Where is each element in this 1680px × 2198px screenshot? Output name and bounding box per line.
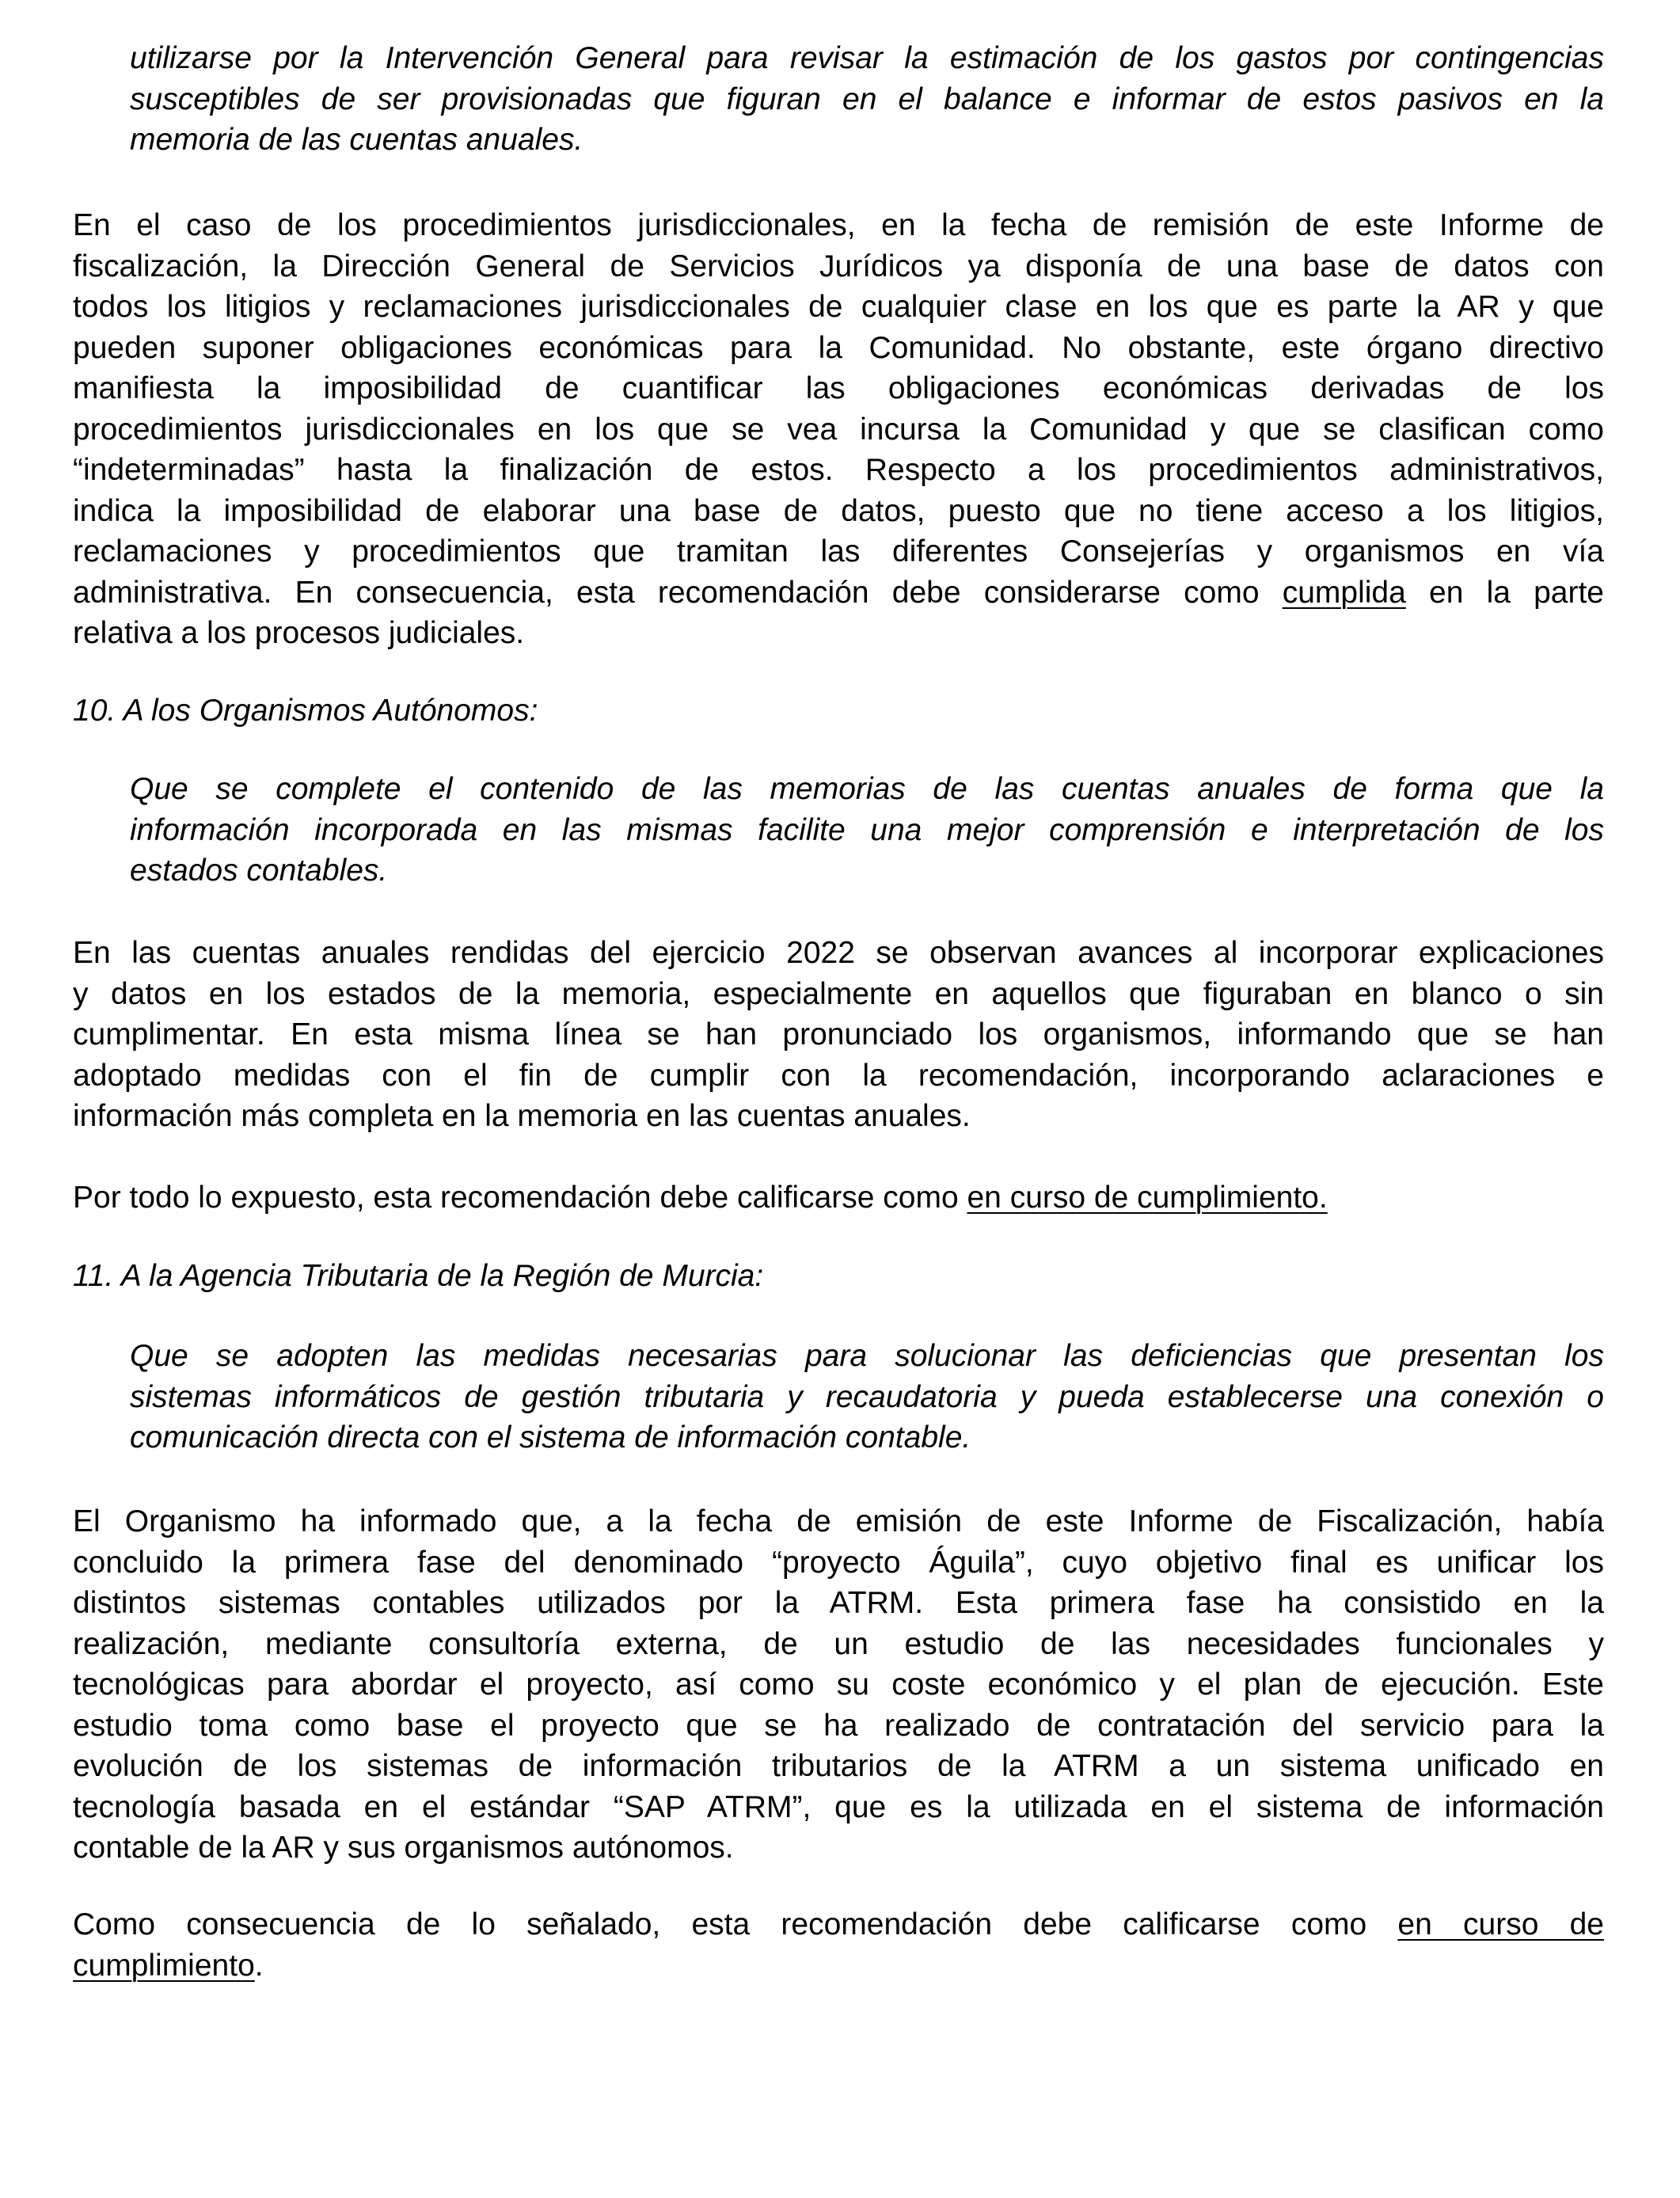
status-en-curso: cumplimiento (73, 1948, 255, 1983)
text-line: adoptado medidas con el fin de cumplir con la recomendación, incorporando aclaraciones e (73, 1058, 1604, 1093)
text-line: “indeterminadas” hasta la finalización de estos. Respecto a los procedimientos administrativos, (73, 453, 1604, 487)
heading-text: 11. A la Agencia Tributaria de la Región de Murcia: (73, 1259, 764, 1293)
text-line: reclamaciones y procedimientos que tramitan las diferentes Consejerías y organismos en vía (73, 534, 1604, 569)
text-line: cumplimentar. En esta misma línea se han pronunciado los organismos, informando que se han (73, 1017, 1604, 1051)
text-line: información más completa en la memoria en las cuentas anuales. (73, 1099, 971, 1133)
text: . (254, 1948, 264, 1983)
text: Por todo lo expuesto, esta recomendación debe calificarse como (73, 1181, 967, 1215)
text-line: y datos en los estados de la memoria, especialmente en aquellos que figuraban en blanco o sin (73, 976, 1604, 1011)
text-line: fiscalización, la Dirección General de Servicios Jurídicos ya disponía de una base de datos con (73, 249, 1604, 283)
text-line: tecnología basada en el estándar “SAP ATRM”, que es la utilizada en el sistema de información (73, 1789, 1604, 1824)
text-line (73, 1904, 1604, 1945)
heading-text: 10. A los Organismos Autónomos: (73, 694, 538, 728)
paragraph-atrm (73, 1501, 1604, 1869)
text-line: distintos sistemas contables utilizados por la ATRM. Esta primera fase ha consistido en la (73, 1586, 1604, 1620)
status-en-curso: en curso de cumplimiento. (967, 1181, 1328, 1215)
status-en-curso: en curso de (1397, 1907, 1604, 1941)
paragraph-conclusion-10 (73, 1177, 1604, 1219)
text-line: El Organismo ha informado que, a la fecha de emisión de este Informe de Fiscalización, había (73, 1504, 1604, 1538)
text-line: manifiesta la imposibilidad de cuantificar las obligaciones económicas derivadas de los (73, 371, 1604, 405)
recommendation-quote-10 (130, 769, 1604, 892)
heading-10 (73, 690, 1604, 732)
text-line: comunicación directa con el sistema de información contable. (130, 1420, 971, 1455)
text-line: indica la imposibilidad de elaborar una base de datos, puesto que no tiene acceso a los litigios, (73, 493, 1604, 528)
text: Como consecuencia de lo señalado, esta recomendación debe calificarse como (73, 1907, 1398, 1941)
paragraph-conclusion-11 (73, 1904, 1604, 1986)
text-line: En el caso de los procedimientos jurisdiccionales, en la fecha de remisión de este Informe de (73, 208, 1604, 242)
text: en la parte (1405, 575, 1604, 610)
text-line: contable de la AR y sus organismos autónomos. (73, 1831, 734, 1865)
text-line: tecnológicas para abordar el proyecto, así como su coste económico y el plan de ejecución. Este (73, 1668, 1604, 1702)
recommendation-quote-9 (130, 38, 1604, 161)
text-line: procedimientos jurisdiccionales en los que se vea incursa la Comunidad y que se clasifican como (73, 412, 1604, 447)
text-line: En las cuentas anuales rendidas del ejercicio 2022 se observan avances al incorporar explicaciones (73, 936, 1604, 970)
recommendation-quote-11 (130, 1336, 1604, 1458)
text-line: susceptibles de ser provisionadas que figuran en el balance e informar de estos pasivos en la (130, 82, 1604, 116)
text-line (73, 572, 1604, 614)
text-line: pueden suponer obligaciones económicas para la Comunidad. No obstante, este órgano directivo (73, 330, 1604, 365)
text-line: estados contables. (130, 854, 388, 888)
paragraph-organismos (73, 933, 1604, 1137)
text-line (73, 1177, 1604, 1219)
text-line: realización, mediante consultoría externa, de un estudio de las necesidades funcionales y (73, 1626, 1604, 1661)
text-line: relativa a los procesos judiciales. (73, 616, 525, 650)
status-cumplida: cumplida (1282, 575, 1406, 610)
text-line: Que se adopten las medidas necesarias para solucionar las deficiencias que presentan los (130, 1339, 1604, 1373)
heading-11 (73, 1256, 1604, 1297)
text-line: memoria de las cuentas anuales. (130, 123, 583, 157)
text-line: información incorporada en las mismas facilite una mejor comprensión e interpretación de los (130, 812, 1604, 847)
text-line: estudio toma como base el proyecto que se ha realizado de contratación del servicio para la (73, 1708, 1604, 1743)
text: administrativa. En consecuencia, esta recomendación debe considerarse como (73, 575, 1283, 610)
text-line: todos los litigios y reclamaciones jurisdiccionales de cualquier clase en los que es parte la AR y que (73, 290, 1604, 324)
text-line: evolución de los sistemas de información tributarios de la ATRM a un sistema unificado en (73, 1749, 1604, 1783)
text-line: utilizarse por la Intervención General para revisar la estimación de los gastos por contingencias (130, 41, 1604, 75)
paragraph-jurisdictional (73, 205, 1604, 654)
text-line (73, 1945, 1604, 1987)
text-line: concluido la primera fase del denominado “proyecto Águila”, cuyo objetivo final es unificar los (73, 1545, 1604, 1580)
text-line: sistemas informáticos de gestión tributaria y recaudatoria y pueda establecerse una conexión o (130, 1379, 1604, 1414)
text-line: Que se complete el contenido de las memorias de las cuentas anuales de forma que la (130, 772, 1604, 806)
